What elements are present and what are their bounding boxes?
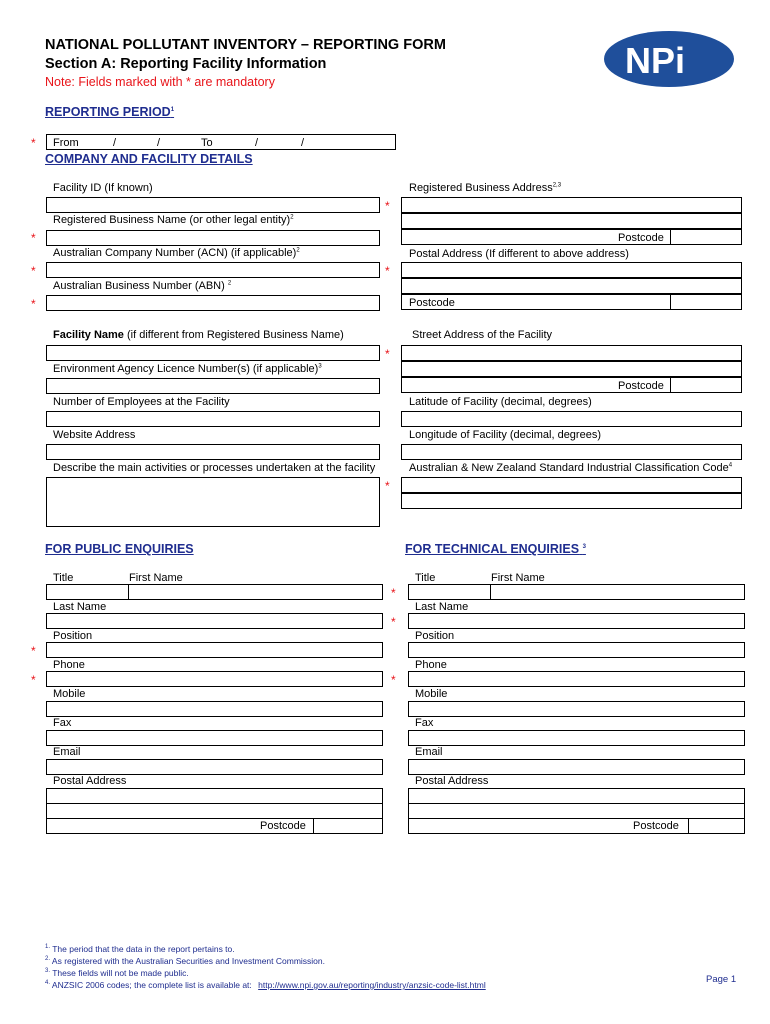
acn-field[interactable] — [46, 262, 380, 278]
postcode-label: Postcode — [633, 820, 679, 832]
footnote-3: $^{3.}$ These fields will not be made public. — [45, 968, 189, 978]
longitude-label: Longitude of Facility (decimal, degrees) — [409, 429, 601, 441]
svg-text:NPi: NPi — [625, 40, 686, 81]
public-mobile-label: Mobile — [53, 688, 86, 700]
tech-postcode-field[interactable] — [688, 818, 745, 834]
tech-position-label: Position — [415, 630, 455, 642]
business-name-field[interactable] — [46, 230, 380, 246]
to-label: To — [201, 137, 213, 149]
postcode-label: Postcode — [618, 380, 664, 392]
registered-address-line-1[interactable] — [401, 197, 742, 213]
public-last-name-field[interactable] — [46, 613, 383, 629]
public-first-name-field[interactable] — [128, 584, 383, 600]
public-mobile-field[interactable] — [46, 701, 383, 717]
facility-name-label: Facility Name (if different from Registered Business Name) — [53, 329, 344, 341]
tech-last-name-field[interactable] — [408, 613, 745, 629]
from-label: From — [53, 137, 79, 149]
licence-label: Environment Agency Licence Number(s) (if applicable)$^3$ — [53, 363, 322, 375]
postal-postcode-field[interactable] — [670, 294, 742, 310]
public-position-label: Position — [53, 630, 93, 642]
public-first-name-label: First Name — [129, 572, 183, 584]
public-title-label: Title — [53, 572, 74, 584]
mandatory-asterisk: * — [31, 644, 36, 658]
mandatory-asterisk: * — [31, 297, 36, 311]
facility-id-label: Facility ID (If known) — [53, 182, 153, 194]
mandatory-asterisk: * — [31, 136, 36, 150]
anzsic-link[interactable]: http://www.npi.gov.au/reporting/industry/anzsic-code-list.html — [258, 980, 486, 990]
employees-label: Number of Employees at the Facility — [53, 396, 230, 408]
registered-address-label: Registered Business Address$^{2,3}$ — [409, 182, 562, 194]
facility-name-field[interactable] — [46, 345, 380, 361]
footnote-4: $^{4.}$ ANZSIC 2006 codes; the complete list is available at: http://www.npi.gov.au/reporting/industry/anzsic-code-list.html — [45, 980, 486, 990]
employees-field[interactable] — [46, 411, 380, 427]
public-fax-field[interactable] — [46, 730, 383, 746]
postcode-label: Postcode — [618, 232, 664, 244]
mandatory-asterisk: * — [385, 479, 390, 493]
mandatory-asterisk: * — [385, 199, 390, 213]
mandatory-asterisk: * — [31, 673, 36, 687]
public-fax-label: Fax — [53, 717, 72, 729]
tech-fax-field[interactable] — [408, 730, 745, 746]
tech-fax-label: Fax — [415, 717, 434, 729]
footnote-1: $^{1.}$ The period that the data in the report pertains to. — [45, 944, 235, 954]
tech-email-label: Email — [415, 746, 443, 758]
mandatory-asterisk: * — [391, 673, 396, 687]
page-number: Page 1 — [706, 974, 737, 985]
date-slash: / — [157, 137, 161, 149]
mandatory-asterisk: * — [31, 231, 36, 245]
date-slash: / — [113, 137, 117, 149]
street-postcode-field[interactable] — [670, 377, 742, 393]
street-address-line-2[interactable] — [401, 361, 742, 377]
public-email-label: Email — [53, 746, 81, 758]
mandatory-asterisk: * — [31, 264, 36, 278]
tech-mobile-label: Mobile — [415, 688, 448, 700]
public-phone-field[interactable] — [46, 671, 383, 687]
tech-phone-label: Phone — [415, 659, 447, 671]
section-title: Section A: Reporting Facility Information — [45, 56, 327, 72]
tech-postal-label: Postal Address — [415, 775, 489, 787]
public-phone-label: Phone — [53, 659, 85, 671]
date-slash: / — [301, 137, 305, 149]
tech-phone-field[interactable] — [408, 671, 745, 687]
public-email-field[interactable] — [46, 759, 383, 775]
tech-position-field[interactable] — [408, 642, 745, 658]
reporting-period-field[interactable] — [46, 134, 396, 150]
public-title-field[interactable] — [46, 584, 129, 600]
tech-title-label: Title — [415, 572, 436, 584]
reporting-period-heading: REPORTING PERIOD$^1$ — [45, 105, 175, 119]
licence-field[interactable] — [46, 378, 380, 394]
public-postcode-field[interactable] — [313, 818, 383, 834]
mandatory-asterisk: * — [385, 347, 390, 361]
tech-title-field[interactable] — [408, 584, 491, 600]
website-field[interactable] — [46, 444, 380, 460]
postcode-label: Postcode — [409, 297, 455, 309]
mandatory-asterisk: * — [385, 264, 390, 278]
date-slash: / — [255, 137, 259, 149]
activities-field[interactable] — [46, 477, 380, 527]
tech-last-name-label: Last Name — [415, 601, 469, 613]
postal-address-line-1[interactable] — [401, 262, 742, 278]
tech-mobile-field[interactable] — [408, 701, 745, 717]
form-title: NATIONAL POLLUTANT INVENTORY – REPORTING FORM — [45, 37, 446, 53]
public-enquiries-heading: FOR PUBLIC ENQUIRIES — [45, 542, 194, 556]
mandatory-note: Note: Fields marked with * are mandatory — [45, 75, 275, 89]
mandatory-asterisk: * — [391, 615, 396, 629]
public-postal-label: Postal Address — [53, 775, 127, 787]
latitude-field[interactable] — [401, 411, 742, 427]
acn-label: Australian Company Number (ACN) (if applicable)$^2$ — [53, 247, 300, 259]
postal-address-line-2[interactable] — [401, 278, 742, 294]
tech-email-field[interactable] — [408, 759, 745, 775]
latitude-label: Latitude of Facility (decimal, degrees) — [409, 396, 592, 408]
tech-first-name-field[interactable] — [490, 584, 745, 600]
mandatory-asterisk: * — [391, 586, 396, 600]
facility-id-field[interactable] — [46, 197, 380, 213]
registered-postcode-field[interactable] — [670, 229, 742, 245]
activities-label: Describe the main activities or processes undertaken at the facility — [53, 462, 376, 474]
website-label: Website Address — [53, 429, 136, 441]
postal-address-label: Postal Address (If different to above address) — [409, 248, 629, 260]
business-name-label: Registered Business Name (or other legal entity)$^2$ — [53, 214, 294, 226]
abn-field[interactable] — [46, 295, 380, 311]
npi-logo — [603, 30, 735, 88]
public-postal-line-1[interactable] — [46, 788, 383, 804]
anzsic-field-2[interactable] — [401, 493, 742, 509]
public-last-name-label: Last Name — [53, 601, 107, 613]
anzsic-label: Australian & New Zealand Standard Industrial Classification Code$^4$ — [409, 462, 733, 474]
longitude-field[interactable] — [401, 444, 742, 460]
street-address-line-1[interactable] — [401, 345, 742, 361]
street-address-label: Street Address of the Facility — [412, 329, 553, 341]
registered-address-line-2[interactable] — [401, 213, 742, 229]
abn-label: Australian Business Number (ABN) $^2$ — [53, 280, 232, 292]
footnote-2: $^{2.}$ As registered with the Australian Securities and Investment Commission. — [45, 956, 325, 966]
tech-first-name-label: First Name — [491, 572, 545, 584]
tech-postal-line-1[interactable] — [408, 788, 745, 804]
anzsic-field-1[interactable] — [401, 477, 742, 493]
technical-enquiries-heading: FOR TECHNICAL ENQUIRIES $^3$ — [405, 542, 586, 556]
postcode-label: Postcode — [260, 820, 306, 832]
public-position-field[interactable] — [46, 642, 383, 658]
public-postal-line-2[interactable] — [46, 803, 383, 819]
tech-postal-line-2[interactable] — [408, 803, 745, 819]
company-facility-heading: COMPANY AND FACILITY DETAILS — [45, 152, 253, 166]
